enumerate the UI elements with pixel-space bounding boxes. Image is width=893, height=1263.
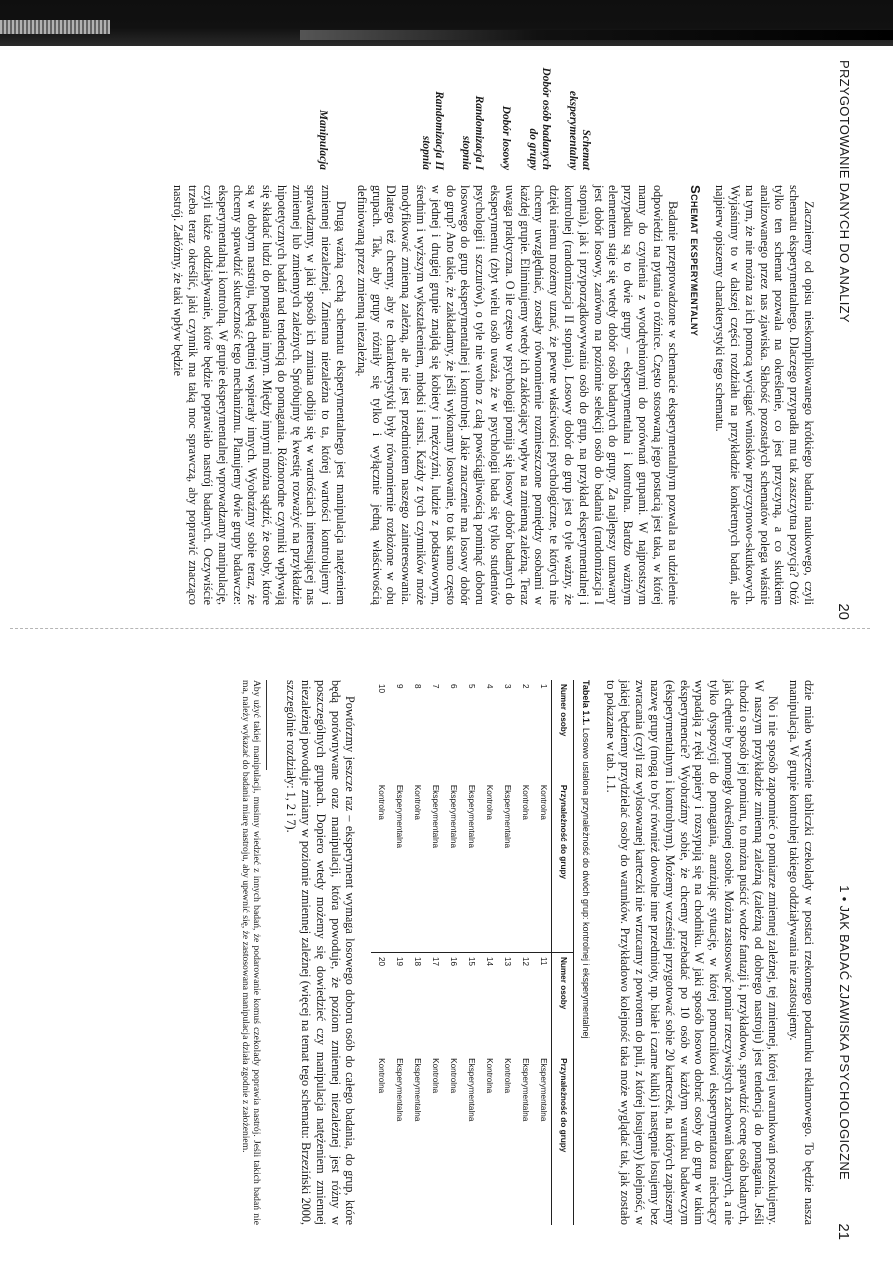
table-row <box>443 680 461 1225</box>
table-header: Numer osoby <box>552 680 574 781</box>
table-cell: 4 <box>484 684 494 689</box>
margin-note: Dobór losowy <box>500 105 512 170</box>
table-cell: Kontrolna <box>484 784 494 820</box>
table-row <box>371 680 389 1225</box>
margin-note: Schemat eksperymentalny <box>567 90 592 170</box>
right-body-text <box>234 680 816 1225</box>
table-row <box>389 680 407 1225</box>
margin-note: Dobór osób badanych do grupy <box>527 67 552 170</box>
table-cell: Kontrolna <box>502 1058 512 1094</box>
table-cell: Eksperymentalna <box>466 784 476 849</box>
table-caption <box>578 680 593 1225</box>
margin-notes <box>302 60 712 170</box>
table-cell: Kontrolna <box>376 784 386 820</box>
paragraph: Zaczniemy od opisu nieskomplikowanego krótkiego badania naukowego, czyli schematu eksperymentalnego. Dlaczego przypadła mu tak zaszczytna pozycja? Otóż tylko ten schemat pozwala na określenie, co jest przyczyną, a co skutkiem analizowanego przez nas zjawiska. Słabość pozostałych schematów polega właśnie na tym, że nie można za ich pomocą wyciągać wniosków przyczynowo-skutkowych. Wyjaśnimy to w dalszej części rozdziału na przykładzie konkretnych badań, ale najpierw opiszemy charakterystyki tego schematu. <box>713 185 816 605</box>
table-cell: Kontrolna <box>412 784 422 820</box>
table-cell: Kontrolna <box>430 1058 440 1094</box>
table-cell: Eksperymentalna <box>520 1058 530 1122</box>
paragraph: Drugą ważną cechą schematu eksperymentalnego jest manipulacja natężeniem zmiennej niezależnej. Zmienna niezależna to ta, której wartości kontrolujemy i sprawdzamy, w jaki sposób ich zmiana odbija się w wartościach interesującej nas zmiennej lub zmiennych zależnych. Spróbujmy tę kwestię rozważyć na przykładzie hipotetycznych badań nad tendencją do pomagania. Różnorodne czynniki wpływają się składać ludzi do pomagania innym. Między innymi można sądzić, że osoby, które są w dobrym nastroju, będą chętniej wspierały innych. Wyobraźmy sobie teraz, że chcemy sprawdzić skuteczność tego mechanizmu. Planujemy dwie grupy badawcze: eksperymentalną i kontrolną. W grupie eksperymentalnej wprowadzamy manipulację, czyli także oddziaływanie, które będzie poprawiało nastrój badanych. Oczywiście trzeba teraz określić, jaki czynnik ma taką moc sprawczą, aby poprawić znacząco nastrój. Załóżmy, że taki wpływ będzie <box>171 185 349 605</box>
margin-note: Randomizacja I stopnia <box>460 95 485 170</box>
table-cell: 17 <box>425 952 443 1054</box>
scan-edge-shadow <box>0 0 893 46</box>
page-21 <box>32 680 852 1240</box>
table-cell: 14 <box>479 952 497 1054</box>
table-row <box>515 680 533 1225</box>
table-cell: Eksperymentalna <box>394 1058 404 1122</box>
table-cell: Eksperymentalna <box>502 784 512 849</box>
paragraph: No i nie sposób zapomnieć o pomiarze zmiennej zależnej, tej zmiennej, której uwarunkowań poszukujemy. W naszym przykładzie zmienną zależną (zależną od dobrego nastroju) jest tendencja do pomagania. Jeśli chodzi o sposób jej pomiaru, to można puścić wodze fantazji i, przykładowo, sprawdzić ocenę osób badanych, jak chętnie by pomogły określonej osobie. Można zastosować pomiar rzeczywistych zachowań badanych, a nie tylko dyspozycji do pomagania, aranżując sytuację, w której pomocnikowi eksperymentatora niechcący wypadają z ręki papiery i rozsypują się na chodniku. W jaki sposób losowo dobrać osoby do grup w takim eksperymencie? Wyobraźmy sobie, że chcemy przebadać po 10 osób w każdym warunku badawczym (eksperymentalnym i kontrolnym). Możemy wcześniej przygotować sobie 20 karteczek, na których zapiszemy nazwę grupy (mogą to być również dowolne inne przedmioty, np. białe i czarne kulki) i następnie losujemy bez zwracania (czyli raz wylosowanej karteczki nie wrzucamy z powrotem do puli, z której losujemy) kolejność, w jakiej będziemy przydzielać osoby do warunków. Przykładowo kolejność taka może wyglądać tak, jak zostało to pokazane w tab. 1.1. <box>603 680 781 1225</box>
table-row <box>497 680 515 1225</box>
footnote-rule <box>266 680 267 770</box>
left-body-text <box>165 185 816 605</box>
running-head-right: 1 • JAK BADAĆ ZJAWISKA PSYCHOLOGICZNE <box>837 885 852 1180</box>
paragraph: Badanie przeprowadzone w schemacie eksperymentalnym pozwala na udzielenie odpowiedzi na pytania o różnice. Często stosowaną jego postacią jest taka, w której mamy do czynienia z wyodrębnionymi do porównań grupami. W najprostszym przypadku są to dwie grupy – eksperymentalna i kontrolna. Bardzo ważnym elementem staje się wtedy dobór osób badanych do grupy. Za najlepszy uznawany jest dobór losowy, zarówno na poziomie selekcji osób do badania (randomizacja I stopnia), jak i przyporządkowywania osób do grup, na przykład eksperymentalnej i kontrolnej (randomizacja II stopnia). Losowy dobór do grup jest o tyle ważny, że dzięki niemu możemy uznać, że pewne właściwości psychologiczne, te których nie chcemy uwzględniać, zostały równomiernie rozmieszczone pomiędzy osobami w każdej grupie. Eliminujemy wtedy ich zakłócający wpływ na zmienną zależną. Teraz uwaga praktyczna. O ile często w psychologii pomija się losowy dobór badanych do eksperymentu (zbyt wielu osób uważa, że w psychologii bada się tylko studentów psychologii i szczurów), o tyle nie wolno z całą powściągliwością pominąć doboru losowego do grup eksperymentalnej i kontrolnej. Jakie znaczenie ma losowy dobór do grup? Ano takie, że zakładamy, że jeśli wykonamy losowanie, to tak samo często w jednej i drugiej grupie znajdą się kobiety i mężczyźni, ludzie z podstawowym, średnim i wyższym wykształceniem, młodsi i starsi. Każdy z tych czynników może modyfikować zmienną zależną, ale nie jest przedmiotem naszego zainteresowania. Dlatego też chcemy, aby te charakterystyki były równomiernie rozłożone w obu grupach. Tak, aby grupy różniły się tylko i wyłącznie jedną właściwością definiowaną przez zmienną niezależną. <box>354 185 680 605</box>
table-cell: Kontrolna <box>376 1058 386 1094</box>
table-cell: Eksperymentalna <box>394 784 404 849</box>
section-heading: Schemat eksperymentalny <box>688 185 704 337</box>
table-header: Numer osoby <box>552 952 574 1054</box>
page-number-right: 21 <box>835 1223 852 1240</box>
table-cell: 8 <box>412 684 422 689</box>
table-row <box>533 680 551 1225</box>
table-cell: Kontrolna <box>538 784 548 820</box>
page-number-left: 20 <box>835 603 852 620</box>
table-cell: Kontrolna <box>448 1058 458 1094</box>
table-cell: Eksperymentalna <box>412 1058 422 1122</box>
margin-note: Randomizacja II stopnia <box>420 91 445 170</box>
page-fold-line <box>10 628 870 630</box>
table-cell: Kontrolna <box>484 1058 494 1094</box>
table-cell: 15 <box>461 952 479 1054</box>
table-cell: Eksperymentalna <box>448 784 458 849</box>
table-cell: 3 <box>502 684 512 689</box>
table-cell: 1 <box>538 684 548 689</box>
table-header: Przynależność do grupy <box>552 781 574 953</box>
table-row <box>407 680 425 1225</box>
table-cell: 18 <box>407 952 425 1054</box>
table-cell: Eksperymentalna <box>430 784 440 849</box>
running-head-left: PRZYGOTOWANIE DANYCH DO ANALIZY <box>837 60 852 323</box>
footnote: Aby użyć takiej manipulacji, musimy wiedzieć z innych badań, że podarowanie komuś czekolady poprawia nastrój. Jeśli takich badań nie ma, należy wykazać do badania miarę nastroju, aby upewnić się, że zastosowana manipulacja działa zgodnie z założeniem. <box>240 680 263 1225</box>
table-cell: 20 <box>371 952 389 1054</box>
table-caption-label: Tabela 1.1. <box>580 680 591 726</box>
table-cell: 5 <box>466 684 476 689</box>
table-cell: 10 <box>376 684 386 694</box>
table-row <box>479 680 497 1225</box>
table-cell: 7 <box>430 684 440 689</box>
table-cell: Eksperymentalna <box>538 1058 548 1122</box>
table-cell: 13 <box>497 952 515 1054</box>
group-assignment-table <box>371 680 574 1225</box>
table-row <box>425 680 443 1225</box>
table-cell: 9 <box>394 684 404 689</box>
table-cell: Eksperymentalna <box>466 1058 476 1122</box>
margin-note: Manipulacja <box>317 109 329 170</box>
table-cell: 12 <box>515 952 533 1054</box>
paragraph: Powtórzmy jeszcze raz – eksperyment wymaga losowego doboru osób do całego badania, do grup, które będą porównywane oraz manipulacji, która powoduje, że poziom zmiennej niezależnej jest różny w poszczególnych grupach. Dopiero wtedy możemy się dowiedzieć czy manipulacja natężeniem zmiennej niezależnej powoduje zmiany w poziomie zmiennej zależnej (więcej na temat tego schematu: Brzeziński 2000, szczególnie rozdziały: 1, 2 i 7). <box>284 680 358 1225</box>
paragraph: dzie miało wręczenie tabliczki czekolady w postaci rzekomego podarunku reklamowego. To będzie nasza manipulacja. W grupie kontrolnej takiego oddziaływania nie zastosujemy. <box>787 680 816 1225</box>
table-caption-text: Losowo ustalona przynależność do dwóch grup: kontrolnej i eksperymentalnej <box>580 727 591 1039</box>
table-row <box>461 680 479 1225</box>
table-header-row <box>552 680 574 1225</box>
table-cell: 16 <box>443 952 461 1054</box>
table-cell: 19 <box>389 952 407 1054</box>
table-cell: 6 <box>448 684 458 689</box>
table-cell: 11 <box>533 952 551 1054</box>
page-20 <box>32 60 852 620</box>
table-header: Przynależność do grupy <box>552 1054 574 1225</box>
table-cell: Kontrolna <box>520 784 530 820</box>
table-cell: 2 <box>520 684 530 689</box>
